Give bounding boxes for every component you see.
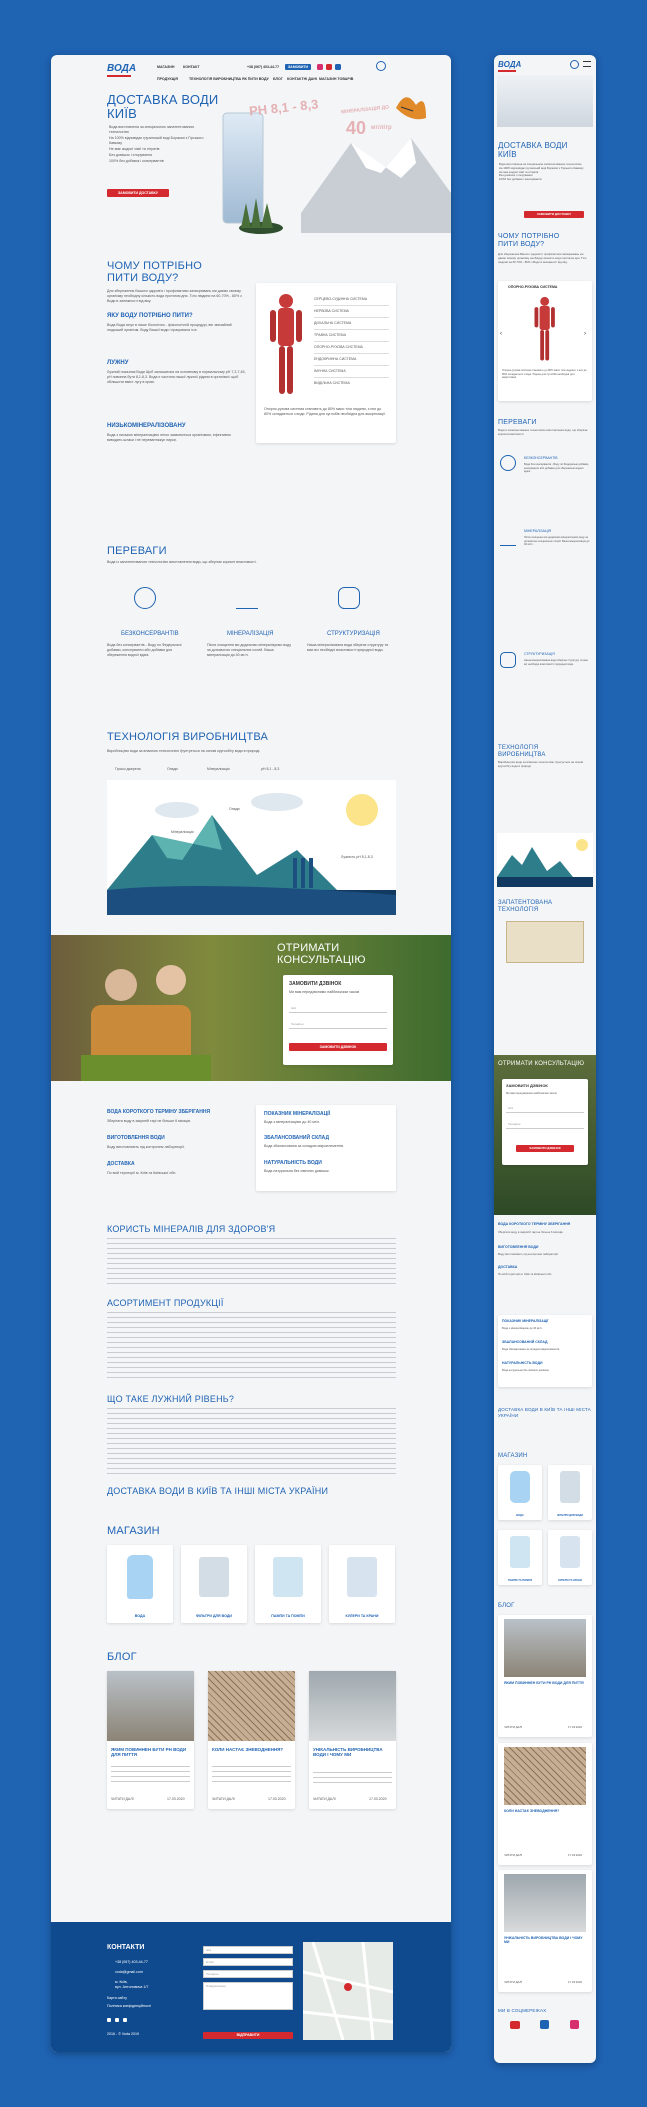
hero-bullet: Без домішок і хлорування (109, 153, 153, 157)
mobile-certs-title: ЗАПАТЕНТОВАНА ТЕХНОЛОГІЯ (498, 900, 553, 913)
mobile-menu-icon[interactable] (583, 61, 591, 67)
mobile-filter-image (560, 1471, 580, 1503)
mobile-hero-bullets (499, 163, 591, 182)
mobile-consult-form-title: ЗАМОВИТИ ДЗВІНОК (506, 1083, 548, 1088)
footer-submit-button[interactable]: ВІДПРАВИТИ (203, 2032, 293, 2039)
footer-phone[interactable]: +38 (067) 403-44-77 (115, 1960, 148, 1964)
mobile-why-title: ЧОМУ ПОТРІБНО ПИТИ ВОДУ? (498, 233, 560, 248)
map-pin-icon (344, 1983, 352, 1991)
nav-how[interactable]: ЯК ПИТИ ВОДУ (242, 77, 269, 81)
delivery-p1: Зберігати воду в закритій тарі не більше 6 місяців. (107, 1119, 191, 1123)
mobile-blog-read-more[interactable]: ЧИТАТИ ДАЛІ (504, 1980, 523, 1984)
shop-item-label: КУЛЕРИ ТА КРАНИ (345, 1614, 379, 1618)
delivery-p3: По всій території м. Київ та Київської обл. (107, 1171, 177, 1175)
mobile-consult-form-sub: Ми вам передзвонимо найближчим часом (506, 1092, 557, 1095)
footer-title: КОНТАКТИ (107, 1944, 145, 1951)
delivery-h1: ВОДА КОРОТКОГО ТЕРМІНУ ЗБЕРІГАННЯ (107, 1109, 211, 1115)
advantage-title: СТРУКТУРИЗАЦІЯ (327, 631, 380, 637)
mobile-structure-icon (500, 652, 516, 668)
mobile-shop-title: МАГАЗИН (498, 1453, 528, 1459)
article-title-alkaline: ЩО ТАКЕ ЛУЖНИЙ РІВЕНЬ? (107, 1394, 235, 1404)
hero-bullets (109, 125, 209, 164)
article-text-block (107, 1407, 396, 1477)
blog-image (309, 1671, 396, 1741)
system-item[interactable]: ВИДІЛЬНА СИСТЕМА (314, 381, 350, 385)
tech-label: Лужність pH 8,1-8,3 (341, 855, 373, 859)
blog-image (208, 1671, 295, 1741)
tech-label: Мінералізація (171, 830, 194, 834)
shop-item-label: ВОДА (134, 1614, 146, 1618)
system-item[interactable]: НЕРВОВА СИСТЕМА (314, 309, 349, 313)
shop-item-label: ПАМПИ ТА ПОМПИ (271, 1614, 305, 1618)
footer-facebook-icon[interactable] (115, 2018, 119, 2022)
hero-bullet: Не має жодної хімії та нітратів (109, 147, 160, 151)
tech-intro: Виробництво води за власною технологією ґрунтується на основі кругообігу води в природі. (107, 749, 261, 753)
mobile-shop-item[interactable] (498, 1465, 542, 1520)
mobile-blog-card-title: КОЛИ НАСТАЄ ЗНЕВОДНЕННЯ? (504, 1809, 560, 1813)
nav-store[interactable]: МАГАЗИН ТОВАРІВ (319, 77, 354, 81)
structure-icon (338, 587, 360, 609)
blog-date: 17.03.2020 (369, 1797, 387, 1801)
mobile-blog-card[interactable] (498, 1743, 592, 1865)
advantage-title: БЕЗКОНСЕРВАНТІВ (121, 631, 179, 637)
mobile-advantage-text: Після очищення ми додатково мінералізуємо воду за допомогою спеціальних солей. Ваша мінералізація до 40 мг/л. (524, 536, 590, 546)
hero-image (201, 83, 451, 243)
mobile-shop-item-label: ФІЛЬТРИ ДЛЯ ВОДИ (556, 1514, 583, 1517)
advantage-text: Вода без консервантів - Воду по Федеральні добавки, консерванти або добавки для збереження водної вдачі. (107, 643, 182, 657)
mobile-advantage-text: Вода без консервантів - Воду по Федеральні добавки, консерванти або добавки для збереження водної вдачі. (524, 463, 589, 473)
mobile-social-title: МИ В СОЦМЕРЕЖАХ (498, 2008, 547, 2013)
consult-name-input[interactable]: Ім'я (289, 1005, 387, 1013)
delivery-h2: ВИГОТОВЛЕННЯ ВОДИ (107, 1135, 165, 1141)
facebook-icon[interactable] (335, 64, 341, 70)
why-title: ЧОМУ ПОТРІБНО ПИТИ ВОДУ? (107, 260, 202, 284)
why-intro: Для збереження Вашого здоров'я і профілактики захворювань ми даємо своєму організму необхідну кількість води протягом дня. Тіло людини на 60-70% - 80% з Води в залежності від віку. (107, 289, 242, 303)
mobile-advantages-intro: Вода із запатентованою технологією виготовлення води, що зберігає корисні властивості. (498, 428, 588, 436)
tech-title: ТЕХНОЛОГІЯ ВИРОБНИЦТВА (107, 731, 269, 743)
mobile-systems-active[interactable]: ОПОРНО-РУХОВА СИСТЕМА (508, 285, 558, 289)
why-p3: Вода з низькою мінералізацією легко засвоюється організмом, ефективно виводить шлаки і не перевантажує нирки. (107, 433, 231, 442)
footer (51, 1922, 451, 2052)
system-item[interactable]: ЕНДОКРИННА СИСТЕМА (314, 357, 357, 361)
mobile-facebook-icon[interactable] (540, 2020, 549, 2029)
mobile-advantage-title: СТРУКТУРИЗАЦІЯ (524, 652, 555, 656)
mobile-advantage-text: Наша мінералізована вода зберігає структуру та має всі необхідні властивості природної води. (524, 659, 588, 666)
tech-illustration (107, 780, 396, 915)
mobile-delivery-right-h1: ПОКАЗНИК МІНЕРАЛІЗАЦІЇ (502, 1319, 549, 1323)
mobile-cart-icon[interactable] (570, 60, 579, 69)
header-phone[interactable]: +38 (067) 403-44-77 (247, 65, 280, 69)
instagram-icon[interactable] (317, 64, 323, 70)
mobile-blog-card-title: УНІКАЛЬНІСТЬ ВИРОБНИЦТВА ВОДИ І ЧОМУ МИ (504, 1936, 583, 1944)
consult-phone-input[interactable]: Телефон (289, 1021, 387, 1029)
shop-item-label: ФІЛЬТРИ ДЛЯ ВОДИ (195, 1614, 233, 1618)
delivery-right-p3: Вода натуральна без хімічних домішок. (264, 1169, 330, 1173)
shop-item-coolers[interactable] (329, 1545, 395, 1623)
mobile-shop-item[interactable] (498, 1530, 542, 1585)
carousel-next-icon[interactable]: › (584, 331, 586, 337)
footer-address: вул. Антоновича 1/7 (115, 1985, 149, 1989)
tech-step: Опади (167, 767, 178, 771)
delivery-right-h3: НАТУРАЛЬНІСТЬ ВОДИ (264, 1160, 322, 1166)
mobile-instagram-icon[interactable] (570, 2020, 579, 2029)
mobile-no-preservatives-icon (500, 455, 516, 471)
footer-instagram-icon[interactable] (123, 2018, 127, 2022)
mobile-youtube-icon[interactable] (510, 2021, 520, 2029)
hero-title: ДОСТАВКА ВОДИ КИЇВ (107, 92, 219, 121)
footer-email-input[interactable]: Email (203, 1958, 293, 1966)
mobile-hero-bullet: 100% без добавок і консервантів (499, 177, 542, 182)
mobile-blog-image (504, 1747, 586, 1805)
mobile-blog-read-more[interactable]: ЧИТАТИ ДАЛІ (504, 1853, 523, 1857)
mobile-delivery-right-p2: Вода збалансована за складом мікроелементів. (502, 1348, 560, 1351)
tech-label: Опади (229, 807, 240, 811)
nav-tech[interactable]: ТЕХНОЛОГІЯ ВИРОБНИЦТВА (189, 77, 242, 81)
blog-read-more[interactable]: ЧИТАТИ ДАЛІ (111, 1797, 134, 1801)
shop-item-water[interactable] (107, 1545, 173, 1623)
filter-image (199, 1557, 229, 1597)
mobile-tech-illustration (497, 833, 593, 887)
footer-copyright: 2016 - © Voda 2019 (107, 2032, 140, 2036)
mineralization-icon (236, 587, 258, 609)
article-text-block (107, 1311, 396, 1381)
footer-name-input[interactable]: Ім'я (203, 1946, 293, 1954)
mobile-body-card (498, 281, 592, 401)
why-sub2: ЛУЖНУ (107, 360, 129, 366)
system-item[interactable]: ТРАВНА СИСТЕМА (314, 333, 346, 337)
tech-step: Гірські джерела (115, 767, 141, 771)
human-body-illustration (264, 291, 309, 401)
mobile-blog-date: 17.03.2020 (568, 1725, 582, 1729)
cooler-image (347, 1557, 377, 1597)
delivery-right-h2: ЗБАЛАНСОВАНИЙ СКЛАД (264, 1135, 330, 1141)
delivery-right-p2: Вода збалансована за складом мікроелементів. (264, 1144, 345, 1148)
why-sub1: ЯКУ ВОДУ ПОТРІБНО ПИТИ? (107, 313, 193, 319)
why-p2: Лужний показник Води Щоб залишатися на основному в нормальному рН 7,3-7,45, рН повинна бути 8,1-8,3. Вода є частина нашої лужної рідини в організмі і щоб збільшити вміст лугу в крові. (107, 370, 246, 384)
body-systems-card (256, 283, 396, 443)
tech-step: рН 8,1 - 8,3 (261, 767, 280, 771)
blog-title: БЛОГ (107, 1651, 137, 1663)
mobile-delivery-cities-title: ДОСТАВКА ВОДИ В КИЇВ ТА ІНШІ МІСТА УКРАЇНИ (498, 1407, 591, 1418)
mobile-delivery-right-h3: НАТУРАЛЬНІСТЬ ВОДИ (502, 1361, 543, 1365)
blog-date: 17.03.2020 (268, 1797, 286, 1801)
mobile-page (494, 55, 596, 2063)
mobile-shop-item-label: ПАМПИ ТА ПОМПИ (507, 1579, 533, 1582)
mobile-delivery-h2: ВИГОТОВЛЕННЯ ВОДИ (498, 1245, 539, 1249)
blog-image (107, 1671, 194, 1741)
mobile-hero-bullet: Не має жодної хімії та нітратів (499, 169, 539, 174)
mobile-delivery-card (498, 1315, 592, 1387)
mobile-delivery-h1: ВОДА КОРОТКОГО ТЕРМІНУ ЗБЕРІГАННЯ (498, 1222, 571, 1226)
youtube-icon[interactable] (326, 64, 332, 70)
cart-icon[interactable] (376, 61, 386, 71)
blog-card[interactable] (208, 1671, 295, 1809)
shop-item-filters[interactable] (181, 1545, 247, 1623)
mobile-shop-item-label: КУЛЕРИ ТА КРАНИ (558, 1579, 582, 1582)
mobile-blog-card-title: ЯКИМ ПОВИННЕН БУТИ PH ВОДИ ДЛЯ ПИТТЯ (504, 1681, 584, 1685)
mobile-advantage-title: БЕЗКОНСЕРВАНТІВ (524, 456, 558, 460)
blog-card-title: КОЛИ НАСТАЄ ЗНЕВОДНЕННЯ? (212, 1747, 284, 1752)
advantages-title: ПЕРЕВАГИ (107, 545, 167, 557)
article-title-delivery: ДОСТАВКА ВОДИ В КИЇВ ТА ІНШІ МІСТА УКРАЇНИ (107, 1486, 329, 1496)
mobile-blog-image (504, 1619, 586, 1677)
blog-card-title: УНІКАЛЬНІСТЬ ВИРОБНИЦТВА ВОДИ І ЧОМУ МИ (313, 1747, 383, 1757)
footer-message-input[interactable]: Повідомлення (203, 1982, 293, 2010)
header-order-button[interactable]: ЗАМОВИТИ (285, 64, 311, 70)
delivery-p2: Воду виготовляють під контролем лабораторії. (107, 1145, 185, 1149)
footer-phone-input[interactable]: Телефон (203, 1970, 293, 1978)
advantage-title: МІНЕРАЛІЗАЦІЯ (227, 631, 274, 637)
mobile-delivery-right-p3: Вода натуральна без хімічних домішок. (502, 1369, 550, 1372)
mobile-pump-image (510, 1536, 530, 1568)
delivery-right-h1: ПОКАЗНИК МІНЕРАЛІЗАЦІЇ (264, 1111, 331, 1117)
top-link-shop[interactable]: МАГАЗИН (157, 65, 175, 69)
consult-submit-button[interactable]: ЗАМОВИТИ ДЗВІНОК (289, 1043, 387, 1051)
blog-read-more[interactable]: ЧИТАТИ ДАЛІ (212, 1797, 235, 1801)
mobile-hero-image (497, 75, 593, 127)
nav-contacts[interactable]: КОНТАКТНІ ДАНІ (287, 77, 317, 81)
logo[interactable] (107, 63, 136, 77)
mobile-advantages-title: ПЕРЕВАГИ (498, 419, 537, 426)
mobile-shop-item[interactable] (548, 1465, 592, 1520)
mobile-why-intro: Для збереження Вашого здоров'я і профілактики захворювань ми даємо своєму організму необхідну кількість води протягом дня. Тіло людини на 60-70% - 80% з Води в залежності від віку. (498, 252, 587, 264)
article-title-minerals: КОРИСТЬ МІНЕРАЛІВ ДЛЯ ЗДОРОВ'Я (107, 1224, 276, 1234)
hero-bullet: 100% без добавок і консервантів (109, 159, 164, 163)
mobile-delivery-p2: Воду виготовляють під контролем лабораторії. (498, 1252, 559, 1256)
mobile-blog-read-more[interactable]: ЧИТАТИ ДАЛІ (504, 1725, 523, 1729)
logo-text: ВОДА (107, 63, 137, 74)
tech-step: Мінералізація (207, 767, 230, 771)
mobile-delivery-p3: По всій території м. Київ та Київської обл. (498, 1272, 552, 1276)
hero-ph: PH 8,1 - 8,3 (248, 96, 319, 119)
blog-card[interactable] (309, 1671, 396, 1809)
mobile-shop-item[interactable] (548, 1530, 592, 1585)
nav-products[interactable]: ПРОДУКЦІЯ (157, 77, 178, 81)
mobile-advantage-title: МІНЕРАЛІЗАЦІЯ (524, 529, 552, 533)
mobile-blog-card[interactable] (498, 1870, 592, 1992)
hero-mineral-value: 40 (346, 118, 367, 138)
mobile-hero-order-button[interactable]: ЗАМОВИТИ ДОСТАВКУ (524, 211, 584, 218)
body-caption: Опорно-рухова система становить до 80% маси тіла людини, з них до 80% складається з води. Рідина для суглобів необхідна для амортизації. (264, 407, 386, 416)
certificate-image (506, 921, 584, 963)
water-bottle-image (127, 1555, 153, 1599)
hero-order-button[interactable]: ЗАМОВИТИ ДОСТАВКУ (107, 189, 169, 197)
mobile-consult-title: ОТРИМАТИ КОНСУЛЬТАЦІЮ (498, 1061, 585, 1067)
mobile-delivery-h3: ДОСТАВКА (498, 1265, 518, 1269)
mobile-tech-title: ТЕХНОЛОГІЯ ВИРОБНИЦТВА (498, 745, 546, 758)
blog-date: 17.03.2020 (167, 1797, 185, 1801)
mobile-cooler-image (560, 1536, 580, 1568)
mobile-consult-phone-input[interactable]: Телефон (506, 1121, 584, 1129)
nav-blog[interactable]: БЛОГ (273, 77, 283, 81)
footer-email[interactable]: voda@gmail.com (115, 1970, 143, 1974)
shop-item-pumps[interactable] (255, 1545, 321, 1623)
mobile-body-caption: Опорно-рухова система становить до 80% маси тіла людини, з них до 80% складається з води. Рідина для суглобів необхідна для амортизації. (502, 369, 587, 379)
consult-form-sub: Ми вам передзвонимо найближчим часом (289, 990, 360, 994)
consult-title: ОТРИМАТИ КОНСУЛЬТАЦІЮ (277, 942, 366, 966)
footer-youtube-icon[interactable] (107, 2018, 111, 2022)
desktop-page (51, 55, 451, 2052)
top-link-contact[interactable]: КОНТАКТ (183, 65, 200, 69)
mobile-hero-bullet: Вода виготовлена за спеціальною запатентованою технологією (499, 162, 582, 166)
footer-sitemap[interactable]: Карта сайту (107, 1996, 127, 2000)
mobile-delivery-right-p1: Вода з мінералізацією до 40 мг/л. (502, 1327, 543, 1330)
delivery-right-p1: Вода з мінералізацією до 40 мг/л. (264, 1120, 321, 1124)
mobile-blog-date: 17.03.2020 (568, 1980, 582, 1984)
mobile-consult-name-input[interactable]: Ім'я (506, 1105, 584, 1113)
system-item[interactable]: ДИХАЛЬНА СИСТЕМА (314, 321, 352, 325)
consult-form (283, 975, 393, 1065)
consult-form-title: ЗАМОВИТИ ДЗВІНОК (289, 981, 342, 987)
mobile-logo[interactable] (498, 60, 521, 72)
footer-map[interactable] (303, 1942, 393, 2040)
hero-bullet: На 100% відповідає грузинській воді Боржомі з Гірського Кавказу (109, 136, 204, 145)
advantage-text: Після очищення ми додатково мінералізуємо воду за допомогою спеціальних солей. Ваша мінералізація до 40 мг/л. (207, 643, 292, 657)
mobile-blog-image (504, 1874, 586, 1932)
footer-policy[interactable]: Політика конфіденційності (107, 2004, 152, 2008)
hero-bullet: Вода виготовлена за спеціальною запатентованою технологією (109, 125, 195, 134)
mobile-shop-item-label: ВОДА (516, 1514, 524, 1517)
carousel-prev-icon[interactable]: ‹ (500, 331, 502, 337)
delivery-right-card (256, 1105, 396, 1191)
mobile-tech-intro: Виробництво води за власною технологією ґрунтується на основі кругообігу води в природі. (498, 760, 583, 768)
blog-card[interactable] (107, 1671, 194, 1809)
hero-mineral-unit: мг/літр (371, 125, 392, 131)
mobile-logo-text: ВОДА (498, 60, 522, 69)
why-p1: Вода Вода існує в лише біологічно - фізіологічній процедурі, він звичайний людський організм, Воду Вашої води і працювала із в. (107, 323, 232, 332)
mobile-blog-title: БЛОГ (498, 1603, 515, 1609)
mobile-hero-bullet: На 100% відповідає грузинській воді Боржомі з Гірського Кавказу (499, 165, 584, 170)
article-title-assortment: АСОРТИМЕНТ ПРОДУКЦІЇ (107, 1298, 224, 1308)
mobile-delivery-p1: Зберігати воду в закритій тарі не більше 6 місяців. (498, 1230, 564, 1234)
mobile-water-image (510, 1471, 530, 1503)
advantages-intro: Вода із запатентованою технологією виготовлення води, що зберігає корисні властивості. (107, 560, 257, 564)
system-item[interactable]: ІМУННА СИСТЕМА (314, 369, 346, 373)
advantage-text: Наша мінералізована вода зберігає структуру та має всі необхідні властивості природної води. (307, 643, 389, 652)
mobile-delivery-right-h2: ЗБАЛАНСОВАНИЙ СКЛАД (502, 1340, 548, 1344)
system-item[interactable]: ОПОРНО-РУХОВА СИСТЕМА (314, 345, 363, 349)
mobile-human-body-illustration (528, 295, 562, 365)
pump-image (273, 1557, 303, 1597)
mobile-hero-title: ДОСТАВКА ВОДИ КИЇВ (498, 141, 568, 159)
hero-mineral: МІНЕРАЛІЗАЦІЯ ДО (340, 104, 390, 116)
mobile-hero-bullet: Без домішок і хлорування (499, 173, 533, 178)
system-item[interactable]: СЕРЦЕВО-СУДИННА СИСТЕМА (314, 297, 368, 301)
shop-title: МАГАЗИН (107, 1525, 160, 1537)
delivery-h3: ДОСТАВКА (107, 1161, 135, 1167)
footer-city: м. Київ, (115, 1980, 128, 1984)
mobile-blog-date: 17.03.2020 (568, 1853, 582, 1857)
mobile-consult-form (502, 1079, 588, 1165)
article-text-block (107, 1237, 396, 1285)
mobile-mineralization-icon (500, 530, 516, 546)
why-sub3: НИЗЬКОМІНЕРАЛІЗОВАНУ (107, 423, 186, 429)
mobile-consult-submit-button[interactable]: ЗАМОВИТИ ДЗВІНОК (516, 1145, 574, 1152)
no-preservatives-icon (134, 587, 156, 609)
blog-card-title: ЯКИМ ПОВИННЕН БУТИ PH ВОДИ ДЛЯ ПИТТЯ (111, 1747, 187, 1757)
blog-read-more[interactable]: ЧИТАТИ ДАЛІ (313, 1797, 336, 1801)
mobile-blog-card[interactable] (498, 1615, 592, 1737)
